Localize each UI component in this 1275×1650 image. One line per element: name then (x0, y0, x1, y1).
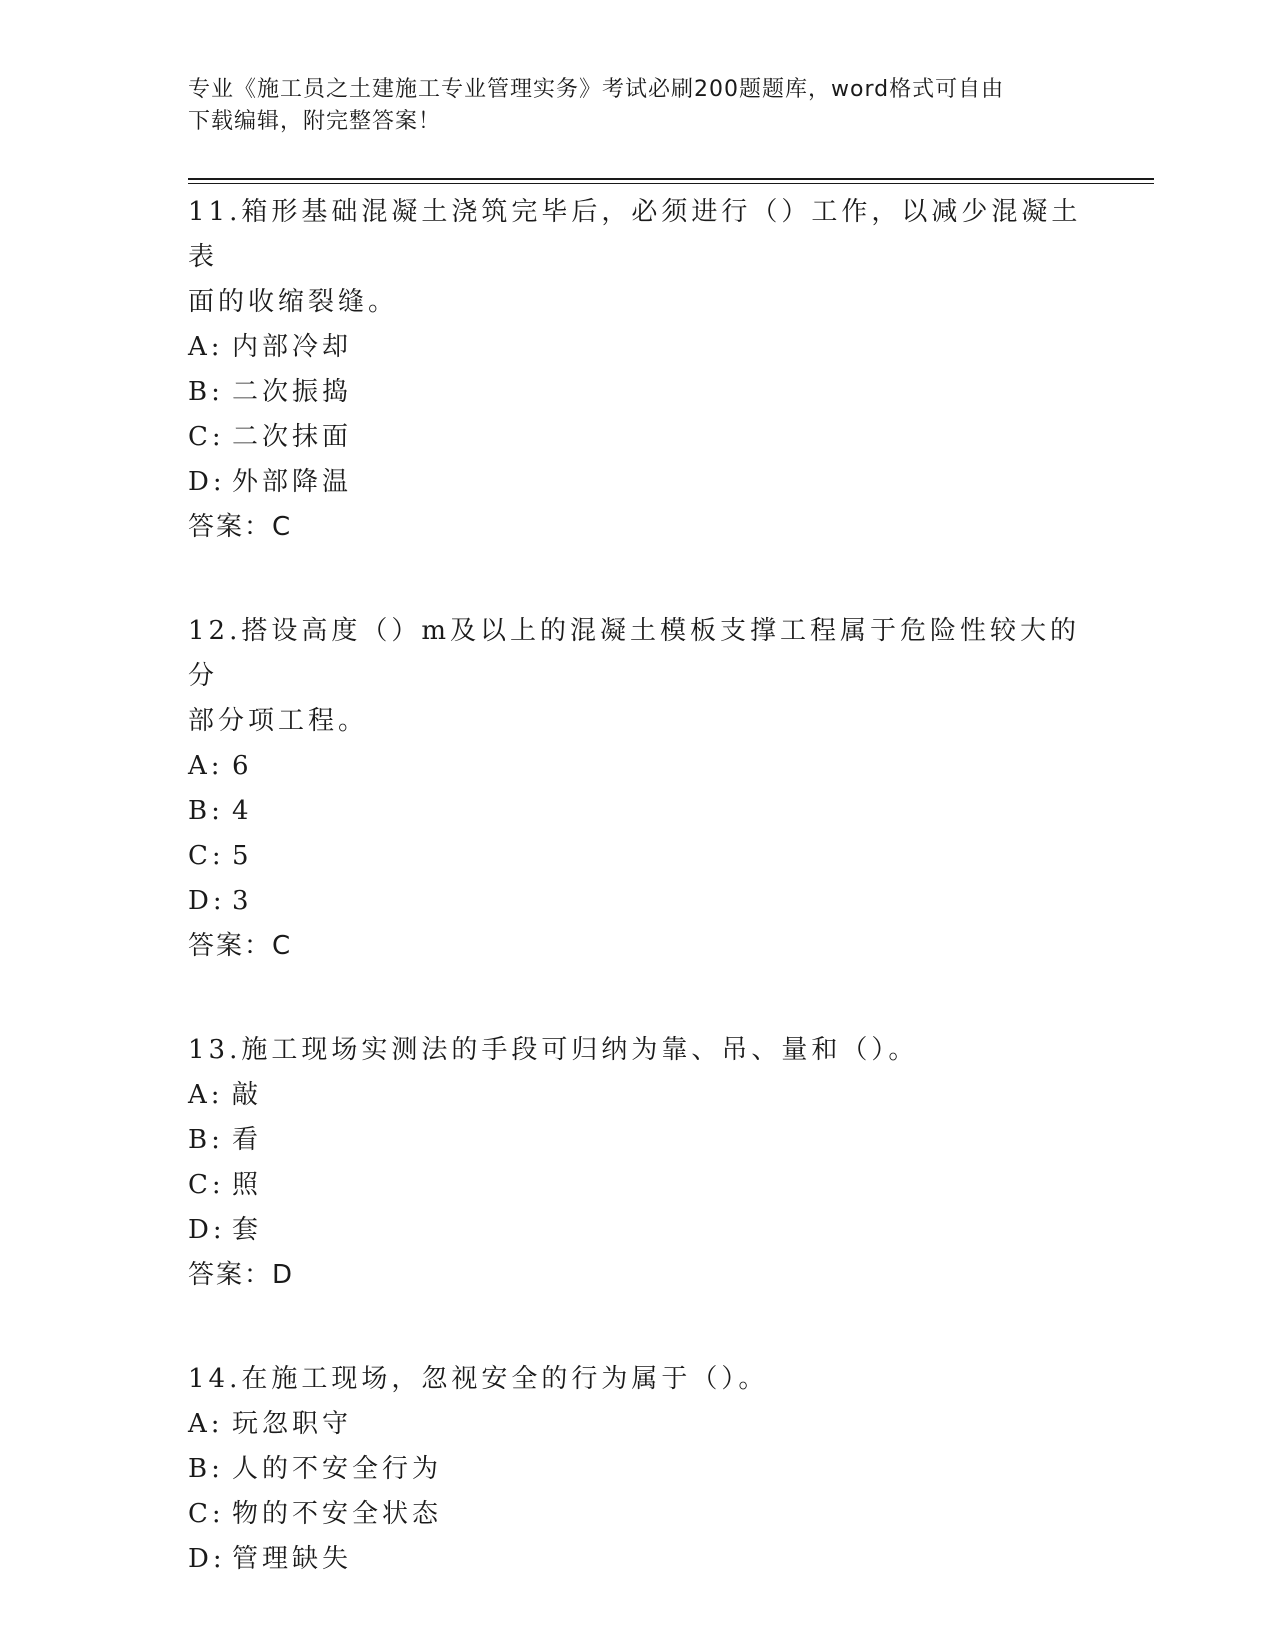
option-text: 人的不安全行为 (232, 1454, 443, 1484)
option-d (188, 460, 1088, 505)
question-stem-line: 14.在施工现场，忽视安全的行为属于（）。 (188, 1364, 769, 1394)
question-stem-line: 面的收缩裂缝。 (188, 287, 399, 317)
option-c (188, 415, 1088, 460)
option-text: 二次抹面 (232, 422, 353, 452)
option-key: A: (188, 751, 224, 781)
document-header (188, 74, 1068, 138)
option-text: 3 (232, 886, 253, 916)
option-b (188, 370, 1088, 415)
option-text: 内部冷却 (232, 332, 353, 362)
option-c (188, 834, 1088, 879)
option-a (188, 325, 1088, 370)
option-key: C: (188, 1170, 225, 1200)
option-text: 4 (232, 796, 253, 826)
option-a (188, 744, 1088, 789)
option-key: D: (188, 886, 226, 916)
question-stem-line: 12.搭设高度（）m及以上的混凝土模板支撑工程属于危险性较大的分 (188, 616, 1081, 691)
header-divider-thick (188, 178, 1154, 180)
option-b (188, 1447, 1088, 1492)
option-key: D: (188, 1215, 226, 1245)
option-key: A: (188, 1080, 224, 1110)
option-key: B: (188, 1454, 224, 1484)
question-stem-line: 部分项工程。 (188, 706, 369, 736)
option-key: A: (188, 1409, 224, 1439)
option-a (188, 1402, 1088, 1447)
option-d (188, 1208, 1088, 1253)
option-b (188, 1118, 1088, 1163)
option-text: 外部降温 (232, 467, 353, 497)
option-key: D: (188, 467, 226, 497)
option-c (188, 1163, 1088, 1208)
option-key: A: (188, 332, 224, 362)
option-text: 玩忽职守 (232, 1409, 353, 1439)
question-12 (188, 609, 1088, 969)
option-d (188, 1537, 1088, 1582)
answer-line: 答案：C (188, 931, 293, 961)
option-key: C: (188, 841, 225, 871)
option-text: 看 (232, 1125, 263, 1155)
question-14 (188, 1357, 1088, 1582)
header-line-2: 下载编辑，附完整答案！ (188, 109, 442, 134)
option-text: 5 (232, 841, 253, 871)
option-key: B: (188, 796, 224, 826)
option-text: 6 (232, 751, 253, 781)
option-key: C: (188, 422, 225, 452)
option-text: 物的不安全状态 (232, 1499, 443, 1529)
option-c (188, 1492, 1088, 1537)
option-key: C: (188, 1499, 225, 1529)
option-b (188, 789, 1088, 834)
question-stem-line: 11.箱形基础混凝土浇筑完毕后，必须进行（）工作，以减少混凝土表 (188, 197, 1082, 272)
option-text: 二次振捣 (232, 377, 353, 407)
header-line-1: 专业《施工员之土建施工专业管理实务》考试必刷200题题库，word格式可自由 (188, 77, 1005, 102)
question-11 (188, 190, 1088, 550)
option-text: 管理缺失 (232, 1544, 353, 1574)
answer-line: 答案：C (188, 512, 293, 542)
question-list (188, 190, 1088, 1641)
answer-line: 答案：D (188, 1260, 295, 1290)
option-key: D: (188, 1544, 226, 1574)
option-a (188, 1073, 1088, 1118)
option-d (188, 879, 1088, 924)
question-stem-line: 13.施工现场实测法的手段可归纳为靠、吊、量和（）。 (188, 1035, 919, 1065)
option-text: 敲 (232, 1080, 263, 1110)
question-13 (188, 1028, 1088, 1298)
option-key: B: (188, 1125, 224, 1155)
option-text: 照 (232, 1170, 263, 1200)
option-text: 套 (232, 1215, 263, 1245)
option-key: B: (188, 377, 224, 407)
header-divider-thin (188, 183, 1154, 184)
